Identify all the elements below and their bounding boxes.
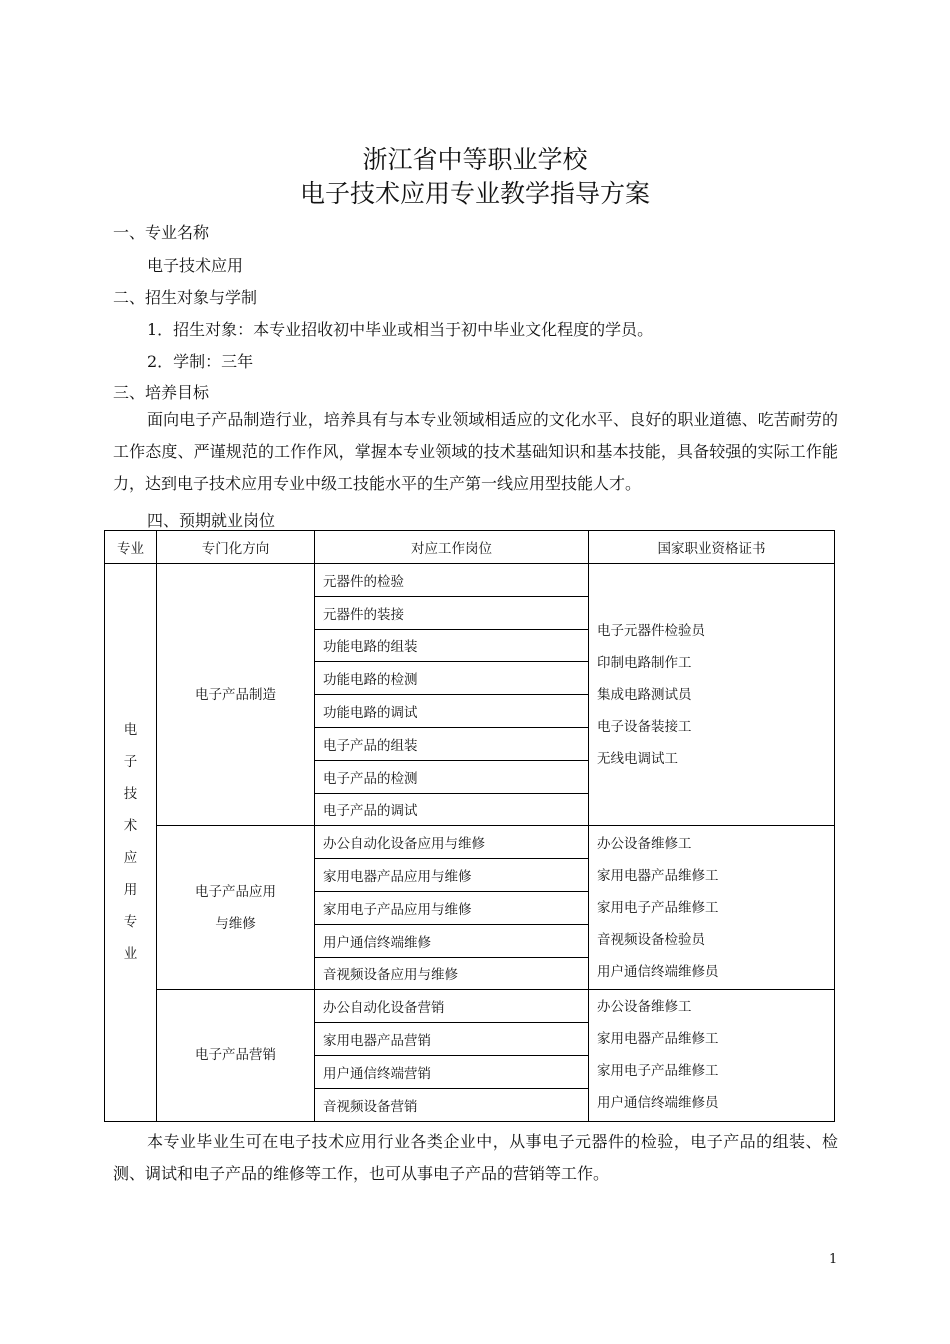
section1-body: 电子技术应用 [147, 256, 244, 275]
header-jobs: 对应工作岗位 [315, 531, 589, 564]
closing-paragraph: 本专业毕业生可在电子技术应用行业各类企业中，从事电子元器件的检验，电子产品的组装、检测、调试和电子产品的维修等工作，也可从事电子产品的营销等工作。 [113, 1132, 838, 1183]
major-char: 专 [123, 914, 138, 931]
table-row [105, 564, 835, 597]
job-cell: 元器件的装接 [315, 596, 589, 629]
major-cell [105, 564, 157, 1122]
job-cell: 用户通信终端营销 [315, 1055, 589, 1088]
direction-label: 与维修 [215, 915, 256, 932]
document-title-line1: 浙江省中等职业学校 [362, 145, 588, 174]
major-char: 业 [123, 946, 138, 963]
section3-heading: 三、培养目标 [113, 383, 210, 402]
job-cell: 办公自动化设备应用与维修 [315, 826, 589, 859]
major-char: 用 [123, 882, 138, 899]
certificate-item: 家用电子产品维修工 [597, 899, 719, 916]
job-cell: 功能电路的组装 [315, 629, 589, 662]
job-cell: 电子产品的调试 [315, 793, 589, 826]
certificate-item: 家用电子产品维修工 [597, 1063, 719, 1080]
certificate-item: 用户通信终端维修员 [597, 963, 719, 980]
certificate-item: 电子元器件检验员 [597, 622, 705, 639]
table-header-row [105, 531, 835, 564]
direction-cell [157, 564, 315, 826]
certificate-item: 办公设备维修工 [597, 835, 692, 852]
certificate-item: 音视频设备检验员 [597, 931, 705, 948]
major-char: 电 [123, 722, 138, 739]
job-cell: 电子产品的检测 [315, 760, 589, 793]
direction-label: 电子产品营销 [195, 1047, 276, 1064]
major-char: 子 [123, 754, 138, 771]
certificate-cell [589, 564, 835, 826]
section4-heading: 四、预期就业岗位 [147, 511, 276, 530]
job-cell: 音视频设备营销 [315, 1088, 589, 1121]
certificate-item: 无线电调试工 [597, 750, 678, 767]
table-row [105, 826, 835, 859]
certificate-item: 办公设备维修工 [597, 999, 692, 1016]
job-cell: 电子产品的组装 [315, 727, 589, 760]
certificate-item: 电子设备装接工 [597, 718, 692, 735]
certificate-item: 家用电器产品维修工 [597, 1031, 719, 1048]
direction-cell [157, 990, 315, 1121]
certificate-item: 家用电器产品维修工 [597, 867, 719, 884]
job-cell: 功能电路的检测 [315, 662, 589, 695]
job-cell: 用户通信终端维修 [315, 924, 589, 957]
document-title-line2: 电子技术应用专业教学指导方案 [299, 179, 650, 208]
certificate-item: 用户通信终端维修员 [597, 1095, 719, 1112]
direction-cell [157, 826, 315, 990]
header-certificates: 国家职业资格证书 [589, 531, 835, 564]
section2-item1: 1．招生对象：本专业招收初中毕业或相当于初中毕业文化程度的学员。 [147, 320, 654, 339]
table-row [105, 990, 835, 1023]
major-char: 术 [123, 818, 138, 835]
direction-label: 电子产品应用 [195, 883, 276, 900]
major-char: 技 [123, 786, 138, 803]
certificate-item: 集成电路测试员 [597, 686, 692, 703]
major-char: 应 [123, 850, 138, 867]
section1-heading: 一、专业名称 [113, 223, 210, 242]
certificate-cell [589, 826, 835, 990]
certificate-item: 印制电路制作工 [597, 654, 692, 671]
job-cell: 家用电器产品营销 [315, 1023, 589, 1056]
header-direction: 专门化方向 [157, 531, 315, 564]
job-cell: 家用电子产品应用与维修 [315, 891, 589, 924]
employment-table [104, 530, 835, 1122]
certificate-cell [589, 990, 835, 1121]
direction-label: 电子产品制造 [195, 686, 276, 703]
job-cell: 元器件的检验 [315, 564, 589, 597]
page-number: 1 [829, 1252, 838, 1267]
section2-item2: 2．学制：三年 [147, 352, 254, 371]
job-cell: 功能电路的调试 [315, 695, 589, 728]
section3-body: 面向电子产品制造行业，培养具有与本专业领域相适应的文化水平、良好的职业道德、吃苦耐劳的工作态度、严谨规范的工作作风，掌握本专业领域的技术基础知识和基本技能，具备较强的实际工作能力，达到电子技术应用专业中级工技能水平的生产第一线应用型技能人才。 [113, 410, 838, 493]
job-cell: 家用电器产品应用与维修 [315, 859, 589, 892]
job-cell: 音视频设备应用与维修 [315, 957, 589, 990]
section2-heading: 二、招生对象与学制 [113, 288, 258, 307]
header-major: 专业 [105, 531, 157, 564]
job-cell: 办公自动化设备营销 [315, 990, 589, 1023]
